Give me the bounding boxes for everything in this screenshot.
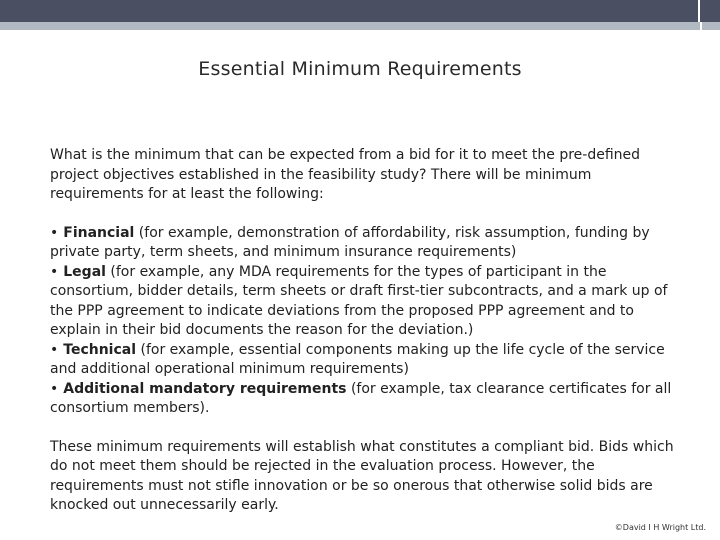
header-underline-end <box>702 22 720 30</box>
slide-title: Essential Minimum Requirements <box>198 58 522 80</box>
bullet-marker: • <box>50 263 59 280</box>
bullet-text: (for example, tax clearance certificates for all consortium members). <box>50 380 672 416</box>
bullet-text: (for example, demonstration of affordability, risk assumption, funding by private party, term sheets, and minimum insurance requirements) <box>50 224 650 260</box>
bullet-marker: • <box>50 224 59 241</box>
bullet-marker: • <box>50 380 59 397</box>
bullet-label: Financial <box>63 224 135 241</box>
copyright-footer: ©David I H Wright Ltd. <box>614 523 706 532</box>
header-band <box>0 0 720 22</box>
bullet-technical <box>50 341 680 380</box>
intro-paragraph: What is the minimum that can be expected from a bid for it to meet the pre-defined project objectives established in the feasibility study? There will be minimum requirements for at least the following: <box>50 147 641 202</box>
header-band-end <box>700 0 720 22</box>
bullet-financial <box>50 224 680 263</box>
header-band-main <box>0 0 700 22</box>
bullet-text: (for example, essential components making up the life cycle of the service and additional operational minimum requirements) <box>50 341 665 377</box>
bullet-label: Additional mandatory requirements <box>63 380 347 397</box>
bullet-text: (for example, any MDA requirements for the types of participant in the consortium, bidder details, term sheets or draft first-tier subcontracts, and a mark up of the PPP agreement to indicate deviations from the proposed PPP agreement and to explain in their bid documents the reason for the deviation.) <box>50 263 668 338</box>
bullet-additional <box>50 380 680 419</box>
closing-paragraph: These minimum requirements will establish what constitutes a compliant bid. Bids which do not meet them should be rejected in the evaluation process. However, the requirements must not stifle innovation or be so onerous that otherwise solid bids are knocked out unnecessarily early. <box>50 438 674 513</box>
bullet-label: Technical <box>63 341 137 358</box>
slide-body <box>50 146 680 516</box>
header-underline <box>0 22 700 30</box>
bullet-legal <box>50 263 680 341</box>
bullet-marker: • <box>50 341 59 358</box>
bullet-label: Legal <box>63 263 106 280</box>
